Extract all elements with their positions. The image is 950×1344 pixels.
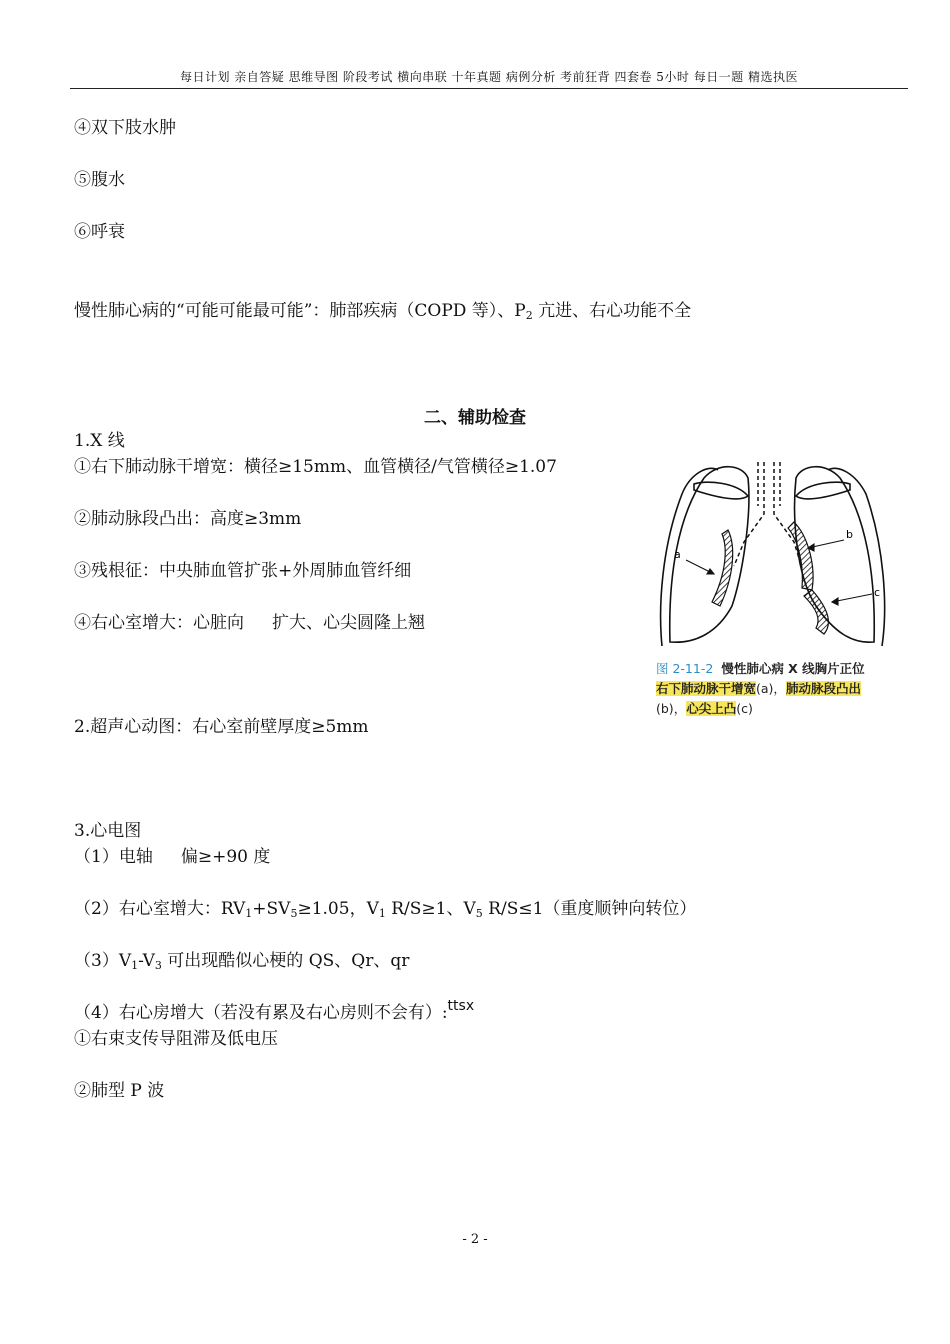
chest-xray-figure <box>656 456 888 719</box>
symptom-item-6: ⑥呼衰 <box>74 222 125 242</box>
chest-xray-illustration <box>656 456 888 656</box>
ecg-item-3: $(3)V_1-V_3$ 可出现酷似心梗的 QS、Qr、qr <box>74 951 410 972</box>
caption-number: 图 2-11-2 <box>656 661 714 676</box>
section-title: 二、辅助检查 <box>424 408 526 428</box>
ecg-sub-2: ②肺型 P 波 <box>74 1081 165 1101</box>
xray-item-1: ①右下肺动脉干增宽：横径≥15mm、血管横径/气管横径≥1.07 <box>74 457 557 477</box>
caption-title: 慢性肺心病 X 线胸片正位 <box>721 661 865 676</box>
ecg-item-2: （2）右心室增大：$RV_1+SV_5\ge 1.05$，$V_1$ R/S≥1、$V_5$ R/S≤1（重度顺钟向转位） <box>74 899 697 920</box>
symptom-item-5: ⑤腹水 <box>74 170 125 190</box>
figure-caption: 图 2-11-2 慢性肺心病 X 线胸片正位 右下肺动脉干增宽(a)，肺动脉段凸出 (b)，心尖上凸(c) <box>656 661 865 716</box>
ecg-item-4: （4）右心房增大（若没有累及右心房则不会有）:$^{ttsx}$ <box>74 998 475 1023</box>
xray-item-3: ③残根征：中央肺血管扩张+外周肺血管纤细 <box>74 561 412 581</box>
header-bar <box>70 66 908 89</box>
page-number: - 2 - <box>462 1232 488 1247</box>
ttsx-note: ttsx <box>447 998 475 1014</box>
header-text: 每日计划 亲自答疑 思维导图 阶段考试 横向串联 十年真题 病例分析 考前狂背 四套卷 5小时 每日一题 精选执医 <box>179 70 799 84</box>
ecg-item-1: （1）电轴 偏≥+90 度 <box>74 847 271 867</box>
label-c: c <box>874 586 881 599</box>
xray-item-2: ②肺动脉段凸出：高度≥3mm <box>74 509 302 529</box>
echo-line: 2.超声心动图：右心室前壁厚度≥5mm <box>74 717 369 737</box>
summary-line: 慢性肺心病的“可能可能最可能”：肺部疾病（COPD 等）、$P_2$ 亢进、右心功能不全 <box>74 301 692 322</box>
symptom-item-4: ④双下肢水肿 <box>74 118 176 138</box>
label-a: a <box>674 548 681 561</box>
ecg-sub-1: ①右束支传导阻滞及低电压 <box>74 1029 278 1049</box>
label-b: b <box>846 528 853 541</box>
xray-item-4: ④右心室增大：心脏向 扩大、心尖圆隆上翘 <box>74 613 425 633</box>
ecg-heading: 3.心电图 <box>74 821 142 841</box>
xray-heading: 1.X 线 <box>74 431 125 451</box>
